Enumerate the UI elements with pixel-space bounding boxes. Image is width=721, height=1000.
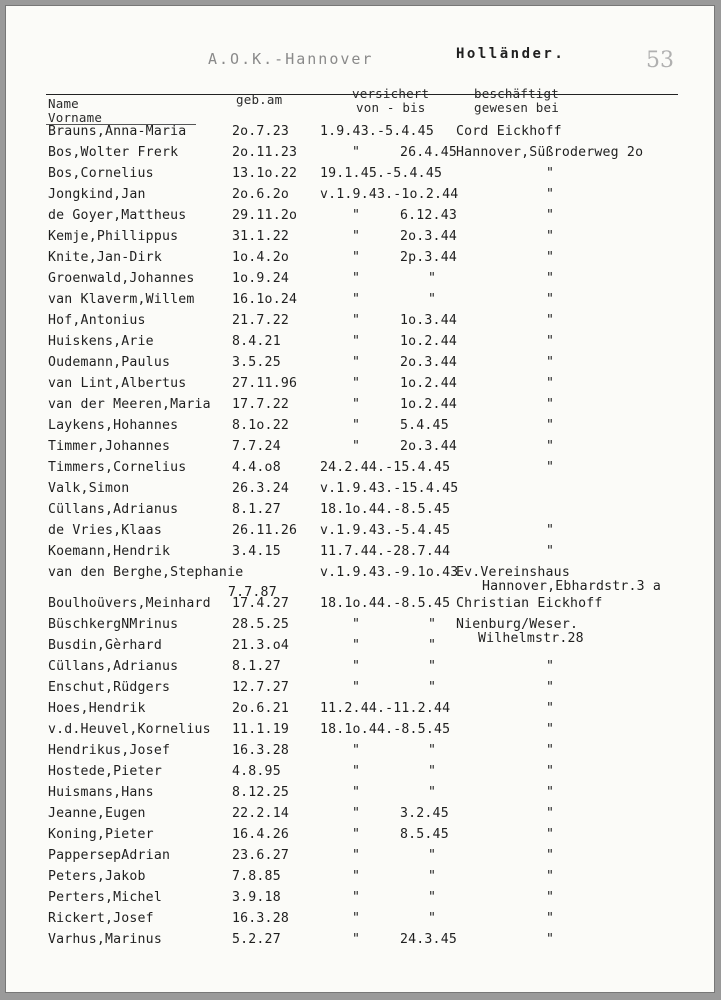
insured-until: 5.4.45 [400, 418, 449, 433]
insured-from: " [352, 827, 361, 842]
employer: " [546, 187, 555, 202]
insured-until: 1o.3.44 [400, 313, 457, 328]
person-name: van Lint,Albertus [48, 376, 187, 391]
employer: " [546, 890, 555, 905]
insured-from: " [352, 638, 361, 653]
birth-date: 7.7.24 [232, 439, 281, 454]
column-versichert: versichert [352, 86, 430, 101]
column-von-bis: von - bis [356, 100, 426, 115]
insured-until: 2p.3.44 [400, 250, 457, 265]
employer: " [546, 701, 555, 716]
birth-date: 17.7.22 [232, 397, 289, 412]
insured-until: " [428, 869, 437, 884]
employer: " [546, 313, 555, 328]
person-name: Brauns,Anna-Maria [48, 124, 187, 139]
person-name: Timmers,Cornelius [48, 460, 187, 475]
insured-from: 11.7.44.-28.7.44 [320, 544, 451, 559]
birth-date: 3.9.18 [232, 890, 281, 905]
insured-until: " [428, 659, 437, 674]
employer: " [546, 911, 555, 926]
employer: " [546, 439, 555, 454]
birth-date: 23.6.27 [232, 848, 289, 863]
insured-from: " [352, 229, 361, 244]
birth-date: 28.5.25 [232, 617, 289, 632]
insured-until: 24.3.45 [400, 932, 457, 947]
employer: " [546, 743, 555, 758]
person-name: Busdin,Gèrhard [48, 638, 162, 653]
person-name: PappersepAdrian [48, 848, 171, 863]
employer: Hannover,Süßroderweg 2o [456, 145, 644, 160]
employer: " [546, 229, 555, 244]
person-name: Knite,Jan-Dirk [48, 250, 162, 265]
birth-date: 16.3.28 [232, 911, 289, 926]
employer: Nienburg/Weser. [456, 617, 579, 632]
employer: " [546, 166, 555, 181]
insured-from: " [352, 397, 361, 412]
person-name: Enschut,Rüdgers [48, 680, 171, 695]
nationality-title: Holländer. [456, 46, 566, 62]
birth-date: 16.1o.24 [232, 292, 298, 307]
page-stamp: 53 [646, 48, 674, 73]
employer: " [546, 376, 555, 391]
insured-from: " [352, 292, 361, 307]
insured-until: " [428, 638, 437, 653]
employer: Christian Eickhoff [456, 596, 603, 611]
person-name: BüschkergNMrinus [48, 617, 179, 632]
person-name: Valk,Simon [48, 481, 130, 496]
birth-date: 2o.6.2o [232, 187, 289, 202]
person-name: v.d.Heuvel,Kornelius [48, 722, 211, 737]
insured-from: " [352, 911, 361, 926]
employer: " [546, 271, 555, 286]
insured-until: " [428, 617, 437, 632]
insured-from: " [352, 848, 361, 863]
person-name: van Klaverm,Willem [48, 292, 195, 307]
insured-from: " [352, 785, 361, 800]
person-name: de Goyer,Mattheus [48, 208, 187, 223]
employer: " [546, 292, 555, 307]
birth-date: 3.5.25 [232, 355, 281, 370]
insured-from: v.1.9.43.-9.1o.43 [320, 565, 459, 580]
employer: " [546, 460, 555, 475]
insured-until: " [428, 680, 437, 695]
document-sheet [6, 6, 714, 992]
birth-date: 8.1o.22 [232, 418, 289, 433]
employer: " [546, 932, 555, 947]
person-name: Cüllans,Adrianus [48, 502, 179, 517]
insured-from: " [352, 418, 361, 433]
employer: " [546, 355, 555, 370]
insured-from: " [352, 890, 361, 905]
birth-date: 22.2.14 [232, 806, 289, 821]
person-name: Peters,Jakob [48, 869, 146, 884]
person-name: Perters,Michel [48, 890, 162, 905]
person-name: van den Berghe,Stephanie [48, 565, 244, 580]
person-name: Jeanne,Eugen [48, 806, 146, 821]
person-name: Hendrikus,Josef [48, 743, 171, 758]
insured-until: 1o.2.44 [400, 397, 457, 412]
employer: Cord Eickhoff [456, 124, 562, 139]
person-name: Huiskens,Arie [48, 334, 154, 349]
insured-from: v.1.9.43.-1o.2.44 [320, 187, 459, 202]
employer: " [546, 523, 555, 538]
insured-until: 26.4.45 [400, 145, 457, 160]
column-name: Name [48, 96, 79, 111]
birth-date: 8.12.25 [232, 785, 289, 800]
birth-date: 8.1.27 [232, 659, 281, 674]
employer: " [546, 544, 555, 559]
employer: " [546, 806, 555, 821]
insured-from: " [352, 355, 361, 370]
column-gewesen-bei: gewesen bei [474, 100, 559, 115]
employer: " [546, 208, 555, 223]
birth-date: 2o.11.23 [232, 145, 298, 160]
insured-from: " [352, 271, 361, 286]
column-vorname: Vorname [48, 110, 103, 125]
insured-until: " [428, 292, 437, 307]
insured-from: " [352, 764, 361, 779]
person-name: Bos,Cornelius [48, 166, 154, 181]
birth-date: 2o.6.21 [232, 701, 289, 716]
insured-from: " [352, 334, 361, 349]
employer-address-line: Wilhelmstr.28 [478, 631, 584, 646]
person-name: Bos,Wolter Frerk [48, 145, 179, 160]
insured-from: " [352, 376, 361, 391]
birth-date: 8.4.21 [232, 334, 281, 349]
insured-from: " [352, 617, 361, 632]
person-name: Koemann,Hendrik [48, 544, 171, 559]
birth-date: 11.1.19 [232, 722, 289, 737]
insured-from: 18.1o.44.-8.5.45 [320, 596, 451, 611]
insured-from: " [352, 806, 361, 821]
insured-until: 2o.3.44 [400, 355, 457, 370]
insured-from: v.1.9.43.-15.4.45 [320, 481, 459, 496]
birth-date: 27.11.96 [232, 376, 298, 391]
birth-date: 21.7.22 [232, 313, 289, 328]
person-name: Hof,Antonius [48, 313, 146, 328]
birth-date: 1o.9.24 [232, 271, 289, 286]
person-name: Varhus,Marinus [48, 932, 162, 947]
employer: " [546, 848, 555, 863]
insured-from: " [352, 439, 361, 454]
birth-date: 2o.7.23 [232, 124, 289, 139]
birth-date: 5.2.27 [232, 932, 281, 947]
employer: " [546, 722, 555, 737]
insured-from: 1.9.43.-5.4.45 [320, 124, 434, 139]
employer: " [546, 250, 555, 265]
insured-from: 18.1o.44.-8.5.45 [320, 502, 451, 517]
birth-date: 26.3.24 [232, 481, 289, 496]
employer: " [546, 764, 555, 779]
insured-from: " [352, 145, 361, 160]
insured-until: " [428, 890, 437, 905]
person-name: de Vries,Klaas [48, 523, 162, 538]
person-name: Jongkind,Jan [48, 187, 146, 202]
person-name: Timmer,Johannes [48, 439, 171, 454]
birth-date: 7.8.85 [232, 869, 281, 884]
person-name: Kemje,Phillippus [48, 229, 179, 244]
insured-from: " [352, 313, 361, 328]
insured-until: 2o.3.44 [400, 229, 457, 244]
employer-address-line: Hannover,Ebhardstr.3 a [482, 579, 662, 594]
birth-date: 12.7.27 [232, 680, 289, 695]
insured-until: " [428, 785, 437, 800]
office-title: A.O.K.-Hannover [208, 50, 374, 68]
insured-from: " [352, 659, 361, 674]
insured-from: " [352, 208, 361, 223]
birth-date: 26.11.26 [232, 523, 298, 538]
insured-until: 2o.3.44 [400, 439, 457, 454]
employer: " [546, 785, 555, 800]
column-beschaeftigt: beschäftigt [474, 86, 559, 101]
birth-date: 29.11.2o [232, 208, 298, 223]
insured-from: v.1.9.43.-5.4.45 [320, 523, 451, 538]
person-name: van der Meeren,Maria [48, 397, 211, 412]
birth-date: 3.4.15 [232, 544, 281, 559]
insured-until: 1o.2.44 [400, 376, 457, 391]
column-geb: geb.am [236, 92, 283, 107]
birth-date: 13.1o.22 [232, 166, 298, 181]
employer: " [546, 418, 555, 433]
birth-date: 17.4.27 [232, 596, 289, 611]
insured-from: 11.2.44.-11.2.44 [320, 701, 451, 716]
insured-until: " [428, 764, 437, 779]
employer: " [546, 659, 555, 674]
employer: " [546, 827, 555, 842]
birth-date: 8.1.27 [232, 502, 281, 517]
insured-from: 19.1.45.-5.4.45 [320, 166, 443, 181]
person-name: Hoes,Hendrik [48, 701, 146, 716]
insured-from: 24.2.44.-15.4.45 [320, 460, 451, 475]
insured-from: " [352, 743, 361, 758]
birth-date: 16.3.28 [232, 743, 289, 758]
insured-until: " [428, 743, 437, 758]
person-name: Hostede,Pieter [48, 764, 162, 779]
insured-from: " [352, 932, 361, 947]
insured-until: 1o.2.44 [400, 334, 457, 349]
person-name: Cüllans,Adrianus [48, 659, 179, 674]
employer: " [546, 680, 555, 695]
person-name: Huismans,Hans [48, 785, 154, 800]
employer: " [546, 869, 555, 884]
insured-until: " [428, 911, 437, 926]
insured-from: " [352, 250, 361, 265]
employer: Ev.Vereinshaus [456, 565, 570, 580]
insured-from: " [352, 869, 361, 884]
insured-from: " [352, 680, 361, 695]
birth-date: 16.4.26 [232, 827, 289, 842]
birth-date: 1o.4.2o [232, 250, 289, 265]
insured-until: 8.5.45 [400, 827, 449, 842]
birth-date: 4.4.o8 [232, 460, 281, 475]
person-name: Laykens,Hohannes [48, 418, 179, 433]
person-name: Koning,Pieter [48, 827, 154, 842]
person-name: Boulhoüvers,Meinhard [48, 596, 211, 611]
insured-until: " [428, 848, 437, 863]
person-name: Groenwald,Johannes [48, 271, 195, 286]
insured-until: 3.2.45 [400, 806, 449, 821]
birth-date: 21.3.o4 [232, 638, 289, 653]
insured-from: 18.1o.44.-8.5.45 [320, 722, 451, 737]
employer: " [546, 397, 555, 412]
employer: " [546, 334, 555, 349]
birth-date: 31.1.22 [232, 229, 289, 244]
person-name: Oudemann,Paulus [48, 355, 171, 370]
insured-until: 6.12.43 [400, 208, 457, 223]
birth-date: 4.8.95 [232, 764, 281, 779]
person-name: Rickert,Josef [48, 911, 154, 926]
insured-until: " [428, 271, 437, 286]
birth-date: 7.7.87 [228, 585, 277, 600]
